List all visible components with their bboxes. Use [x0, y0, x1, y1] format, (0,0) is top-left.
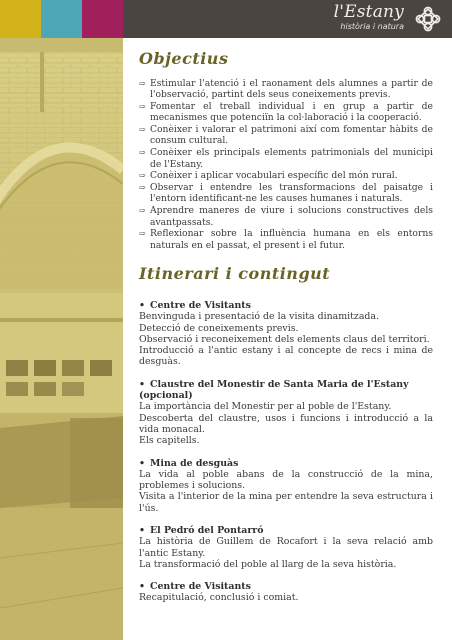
arrow-right-icon: ⇨	[139, 229, 146, 239]
stop-title: El Pedró del Pontarró	[150, 525, 264, 536]
list-item: ⇨ Observar i entendre les transformacions del paisatge i l'entorn identificant-ne les causes humanes i naturals.	[139, 182, 433, 205]
stop-text: La història de Guillem de Rocafort i la seva relació amb l'antic Estany.	[139, 536, 433, 559]
stop-title: Claustre del Monestir de Santa Maria de l'Estany	[150, 378, 409, 390]
bullet-icon: •	[139, 581, 145, 593]
objectius-list	[139, 78, 433, 251]
arrow-right-icon: ⇨	[139, 102, 146, 112]
itinerary-stop	[139, 458, 433, 514]
itinerary-stop	[139, 300, 433, 368]
stop-title: Centre de Visitants	[150, 299, 251, 311]
list-item: ⇨ Aprendre maneres de viure i solucions constructives dels avantpassats.	[139, 205, 433, 228]
list-item: ⇨ Conèixer i aplicar vocabulari específic del món rural.	[139, 170, 398, 182]
arrow-right-icon: ⇨	[139, 79, 146, 88]
side-photo	[0, 38, 123, 640]
stop-text: Introducció a l'antic estany i al concepte de recs i mina de desguàs.	[139, 345, 433, 368]
list-item: ⇨ Estimular l'atenció i el raonament dels alumnes a partir de l'observació, partint dels seus coneixements previs.	[139, 78, 433, 101]
itinerari-heading: Itinerari i contingut	[139, 263, 331, 283]
header-color-block-yellow	[0, 0, 41, 38]
arrow-right-icon: ⇨	[139, 125, 146, 135]
bullet-icon: •	[139, 525, 145, 536]
arrow-right-icon: ⇨	[139, 206, 146, 216]
bullet-icon: •	[139, 457, 145, 469]
main-content	[139, 48, 433, 604]
brand-logo	[334, 2, 404, 32]
list-item: ⇨ Fomentar el treball individual i en grup a partir de mecanismes que potenciïn la col·laboració i la cooperació.	[139, 101, 433, 124]
brand-subtitle: història i natura	[340, 22, 404, 31]
stop-text: Recapitulació, conclusió i comiat.	[139, 592, 299, 604]
header-bar	[0, 0, 452, 38]
list-item: ⇨ Conèixer i valorar el patrimoni així com fomentar hàbits de consum cultural.	[139, 124, 433, 147]
header-color-block-teal	[41, 0, 82, 38]
brand-name: l'Estany	[333, 2, 404, 22]
stop-title: Centre de Visitants	[150, 581, 251, 593]
stop-subtitle: (opcional)	[139, 390, 193, 402]
header-color-block-magenta	[82, 0, 123, 38]
stop-text: Descoberta del claustre, usos i funcions i introducció a la vida monacal.	[139, 412, 433, 435]
itinerary-stop	[139, 525, 433, 570]
stop-text: La vida al poble abans de la construcció de la mina, problemes i solucions.	[139, 468, 433, 492]
arrow-right-icon: ⇨	[139, 183, 146, 193]
bullet-icon: •	[139, 378, 145, 390]
bullet-icon: •	[139, 299, 145, 311]
stop-text: Benvinguda i presentació de la visita dinamitzada.	[139, 311, 379, 323]
list-item: ⇨ Conèixer els principals elements patrimonials del municipi de l'Estany.	[139, 147, 433, 170]
stop-text: Els capitells.	[139, 435, 200, 447]
celtic-knot-icon	[415, 6, 441, 32]
itinerary-stop	[139, 581, 433, 604]
objectius-heading: Objectius	[139, 49, 229, 68]
stop-text: La importància del Monestir per al poble de l'Estany.	[139, 401, 392, 413]
stop-text: La transformació del poble al llarg de la seva història.	[139, 558, 397, 570]
stop-title: Mina de desguàs	[150, 457, 239, 469]
stop-text: Detecció de coneixements previs.	[139, 322, 299, 334]
arrow-right-icon: ⇨	[139, 148, 146, 158]
stop-text: Observació i reconeixement dels elements claus del territori.	[139, 333, 430, 345]
stop-text: Visita a l'interior de la mina per entendre la seva estructura i l'ús.	[139, 491, 433, 514]
museum-photo-image	[0, 38, 123, 640]
list-item: ⇨ Reflexionar sobre la influència humana en els entorns naturals en el passat, el present i el futur.	[139, 228, 433, 251]
arrow-right-icon: ⇨	[139, 171, 146, 181]
itinerary-stop	[139, 379, 433, 447]
